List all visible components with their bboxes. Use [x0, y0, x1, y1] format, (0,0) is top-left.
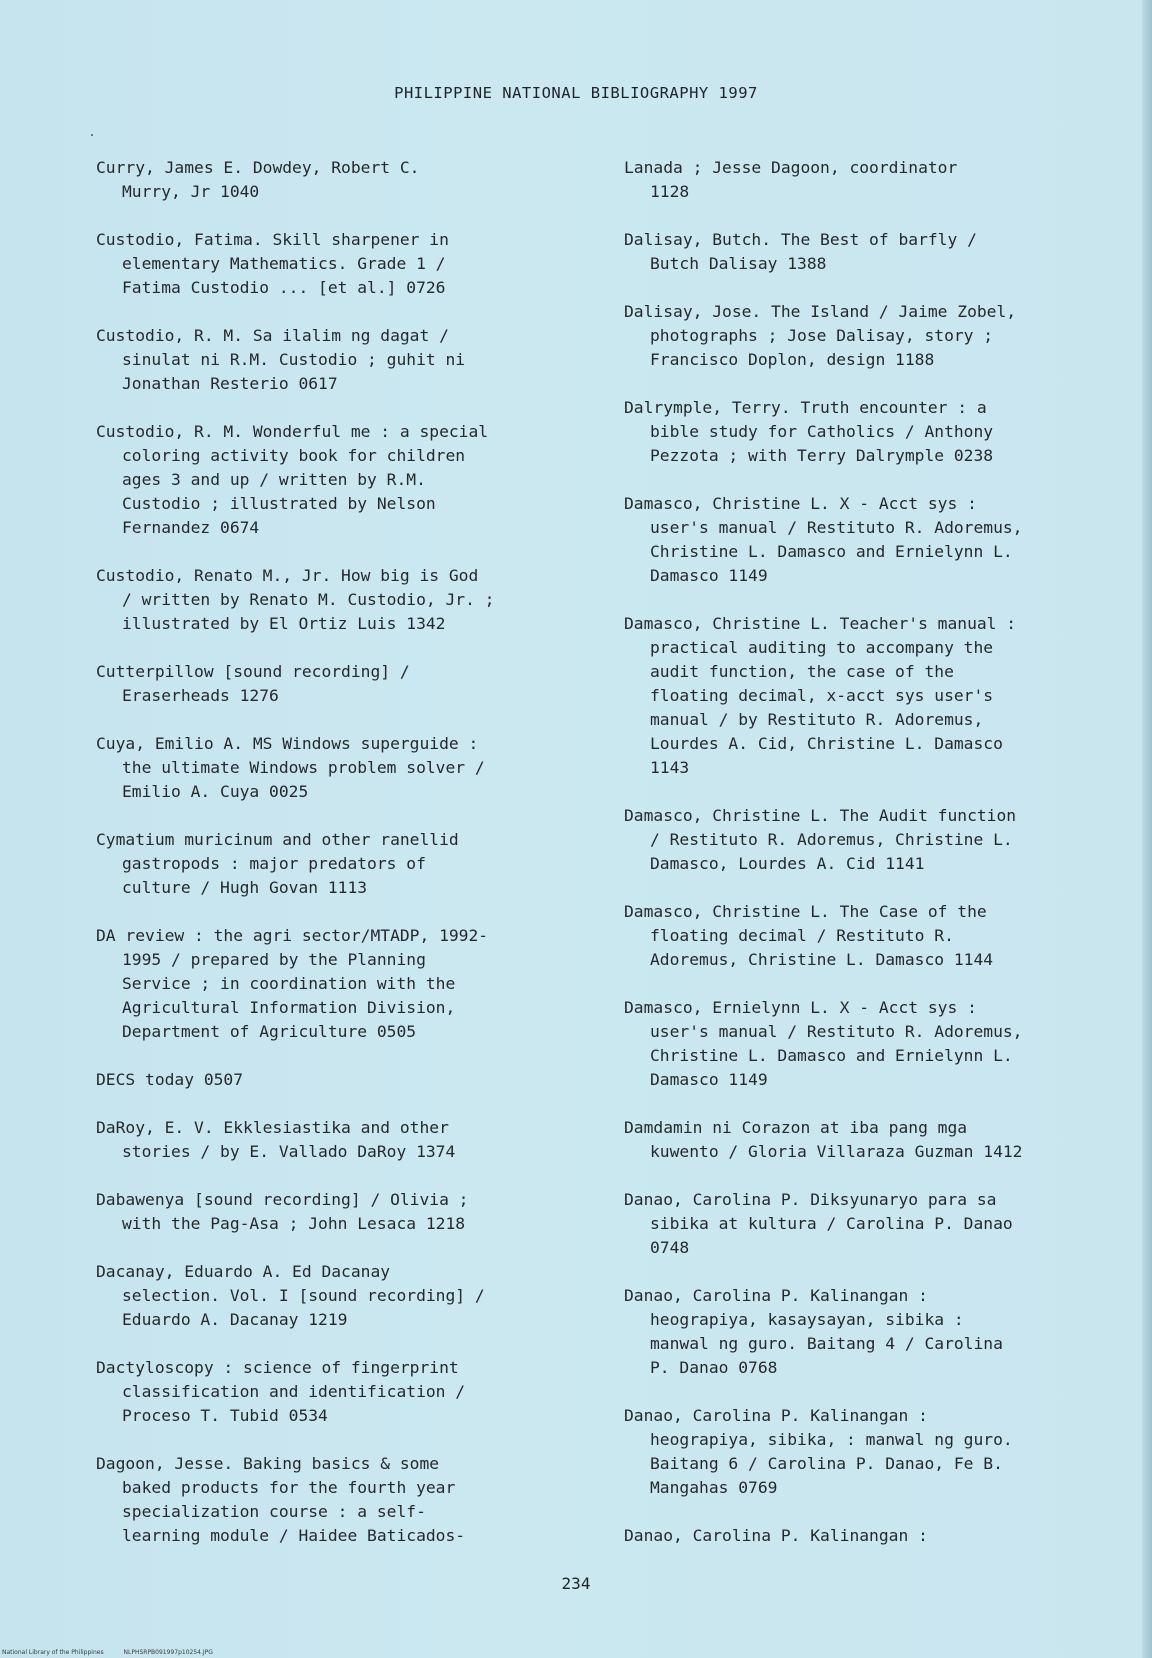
bibliography-entry: Dalrymple, Terry. Truth encounter : a bible study for Catholics / Anthony Pezzota ; with Terry Dalrymple 0238	[624, 398, 994, 465]
scan-speck	[91, 134, 93, 136]
bibliography-entry: Lanada ; Jesse Dagoon, coordinator 1128	[624, 158, 958, 201]
scan-credit	[2, 1649, 231, 1656]
bibliography-entry: Dalisay, Jose. The Island / Jaime Zobel, photographs ; Jose Dalisay, story ; Francisco Doplon, design 1188	[624, 302, 1017, 369]
bibliography-entry: Custodio, R. M. Wonderful me : a special coloring activity book for children ages 3 and up / written by R.M. Custodio ; illustrated by Nelson Fernandez 0674	[96, 422, 489, 537]
credit-filename: NLPHSRPB091997p10254.JPG	[123, 1649, 213, 1656]
bibliography-entry: Dacanay, Eduardo A. Ed Dacanay selection. Vol. I [sound recording] / Eduardo A. Dacanay 1219	[96, 1262, 485, 1329]
bibliography-entry: Dalisay, Butch. The Best of barfly / Butch Dalisay 1388	[624, 230, 977, 273]
bibliography-entry: Dabawenya [sound recording] / Olivia ; with the Pag-Asa ; John Lesaca 1218	[96, 1190, 469, 1233]
page-title: PHILIPPINE NATIONAL BIBLIOGRAPHY 1997	[394, 84, 758, 102]
right-column	[624, 156, 1144, 1572]
bibliography-entry: DECS today 0507	[96, 1070, 244, 1089]
bibliography-entry: Danao, Carolina P. Kalinangan :	[624, 1526, 928, 1545]
bibliography-entry: Cymatium muricinum and other ranellid gastropods : major predators of culture / Hugh Govan 1113	[96, 830, 459, 897]
bibliography-entry: Damasco, Ernielynn L. X - Acct sys : user's manual / Restituto R. Adoremus, Christine L. Damasco and Ernielynn L. Damasco 1149	[624, 998, 1023, 1089]
bibliography-entry: Danao, Carolina P. Kalinangan : heograpiya, sibika, : manwal ng guro. Baitang 6 / Carolina P. Danao, Fe B. Mangahas 0769	[624, 1406, 1013, 1497]
left-column	[96, 156, 596, 1572]
bibliography-entry: Danao, Carolina P. Kalinangan : heograpiya, kasaysayan, sibika : manwal ng guro. Baitang 4 / Carolina P. Danao 0768	[624, 1286, 1003, 1377]
page-number: 234	[561, 1574, 591, 1593]
bibliography-entry: Custodio, Renato M., Jr. How big is God / written by Renato M. Custodio, Jr. ; illustrated by El Ortiz Luis 1342	[96, 566, 495, 633]
bibliography-entry: Dactyloscopy : science of fingerprint classification and identification / Proceso T. Tubid 0534	[96, 1358, 466, 1425]
bibliography-entry: DA review : the agri sector/MTADP, 1992- 1995 / prepared by the Planning Service ; in coordination with the Agricultural Information Division, Department of Agriculture 0505	[96, 926, 489, 1041]
bibliography-entry: Curry, James E. Dowdey, Robert C. Murry, Jr 1040	[96, 158, 420, 201]
bibliography-entry: Damasco, Christine L. X - Acct sys : user's manual / Restituto R. Adoremus, Christine L. Damasco and Ernielynn L. Damasco 1149	[624, 494, 1023, 585]
credit-library: National Library of the Philippines	[2, 1649, 104, 1656]
bibliography-entry: DaRoy, E. V. Ekklesiastika and other stories / by E. Vallado DaRoy 1374	[96, 1118, 456, 1161]
bibliography-entry: Cutterpillow [sound recording] / Eraserheads 1276	[96, 662, 410, 705]
bibliography-entry: Damasco, Christine L. The Audit function / Restituto R. Adoremus, Christine L. Damasco, Lourdes A. Cid 1141	[624, 806, 1017, 873]
bibliography-entry: Custodio, R. M. Sa ilalim ng dagat / sinulat ni R.M. Custodio ; guhit ni Jonathan Resterio 0617	[96, 326, 466, 393]
bibliography-entry: Damdamin ni Corazon at iba pang mga kuwento / Gloria Villaraza Guzman 1412	[624, 1118, 1023, 1161]
bibliography-entry: Damasco, Christine L. Teacher's manual : practical auditing to accompany the audit function, the case of the floating decimal, x-acct sys user's manual / by Restituto R. Adoremus, Lourdes A. Cid, Christine L. Damasco 1143	[624, 614, 1017, 777]
bibliography-entry: Custodio, Fatima. Skill sharpener in elementary Mathematics. Grade 1 / Fatima Custodio ... [et al.] 0726	[96, 230, 449, 297]
bibliography-entry: Damasco, Christine L. The Case of the floating decimal / Restituto R. Adoremus, Christine L. Damasco 1144	[624, 902, 994, 969]
bibliography-entry: Cuya, Emilio A. MS Windows superguide : the ultimate Windows problem solver / Emilio A. Cuya 0025	[96, 734, 485, 801]
bibliography-entry: Dagoon, Jesse. Baking basics & some baked products for the fourth year specialization course : a self- learning module / Haidee Baticados-	[96, 1454, 466, 1545]
bibliography-entry: Danao, Carolina P. Diksyunaryo para sa sibika at kultura / Carolina P. Danao 0748	[624, 1190, 1013, 1257]
